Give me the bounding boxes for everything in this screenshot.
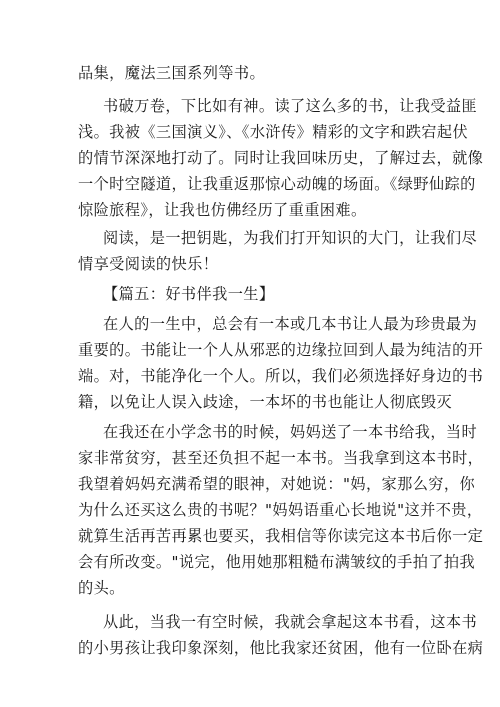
text-line: 我望着妈妈充满希望的眼神，对她说："妈，家那么穷，你 (78, 475, 476, 493)
text-line: 的小男孩让我印象深刻，他比我家还贫困，他有一位卧在病 (78, 639, 484, 657)
text-line: 的情节深深地打动了。同时让我回味历史，了解过去，就像 (78, 149, 484, 167)
text-line: 在人的一生中，总会有一本或几本书让人最为珍贵最为 (103, 315, 478, 333)
text-line: 会有所改变。"说完，他用她那粗糙布满皱纹的手拍了拍我 (78, 553, 476, 571)
text-line: 端。对，书能净化一个人。所以，我们必须选择好身边的书 (78, 367, 484, 385)
text-line: 就算生活再苦再累也要买，我相信等你读完这本书后你一定 (78, 527, 484, 545)
text-line: 情享受阅读的快乐！ (78, 255, 219, 273)
text-line: 惊险旅程》，让我也仿佛经历了重重困难。 (78, 201, 367, 219)
text-line: 书破万卷，下比如有神。读了这么多的书，让我受益匪 (103, 97, 478, 115)
text-line: 阅读，是一把钥匙，为我们打开知识的大门，让我们尽 (103, 229, 478, 247)
text-line: 从此，当我一有空时候，我就会拿起这本书看，这本书 (103, 613, 478, 631)
text-line: 品集，魔法三国系列等书。 (78, 64, 266, 82)
text-line: 重要的。书能让一个人从邪恶的边缘拉回到人最为纯洁的开 (78, 341, 484, 359)
text-line: 籍，以免让人误入歧途，一本坏的书也能让人彻底毁灭 (78, 393, 453, 411)
text-line: 的头。 (78, 579, 125, 597)
text-line: 浅。我被《三国演义》、《水浒传》精彩的文字和跌宕起伏 (78, 123, 469, 141)
text-line: 一个时空隧道，让我重返那惊心动魄的场面。《绿野仙踪的 (78, 175, 476, 193)
text-line: 家非常贫穷，甚至还负担不起一本书。当我拿到这本书时， (78, 449, 484, 467)
text-line: 为什么还买这么贵的书呢？"妈妈语重心长地说"这并不贵， (78, 501, 483, 519)
text-line: 在我还在小学念书的时候，妈妈送了一本书给我，当时 (103, 423, 478, 441)
section-heading: 【篇五：好书伴我一生】 (103, 285, 275, 303)
